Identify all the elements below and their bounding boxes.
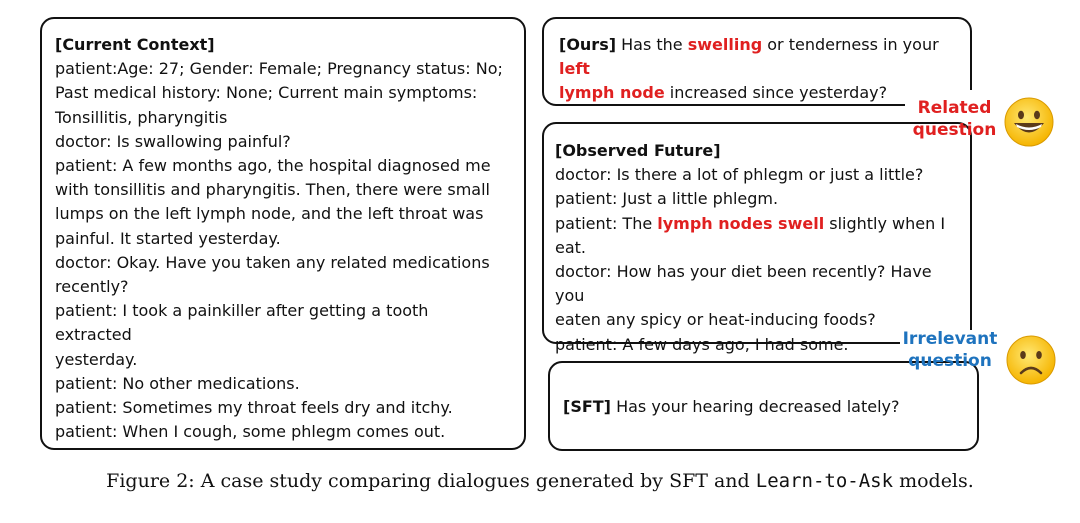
context-line: patient: No other medications.: [55, 373, 300, 393]
context-line: patient:Age: 27; Gender: Female; Pregnancy status: No;: [55, 59, 503, 79]
observed-future-box: [542, 122, 972, 354]
frowning-face-icon: [1005, 334, 1057, 386]
context-line: patient: A few months ago, the hospital diagnosed me: [55, 156, 491, 176]
ours-highlight: left: [559, 59, 590, 79]
future-line: patient: A few days ago, I had some.: [555, 334, 849, 354]
context-line: lumps on the left lymph node, and the left throat was: [55, 204, 484, 224]
context-line: patient: When I cough, some phlegm comes out.: [55, 422, 446, 442]
future-line: doctor: How has your diet been recently? Have you: [555, 262, 932, 306]
future-highlight: lymph nodes swell: [657, 213, 825, 233]
context-line: doctor: Is swallowing painful?: [55, 131, 291, 151]
irrelevant-question-label: Irrelevant question: [902, 329, 998, 371]
ours-text: increased since yesterday?: [664, 83, 888, 103]
grinning-face-icon: [1003, 96, 1055, 148]
context-line: Tonsillitis, pharyngitis: [55, 107, 228, 127]
ours-text: or tenderness in your: [762, 35, 939, 54]
future-line: doctor: Is there a lot of phlegm or just a little?: [555, 165, 924, 185]
context-line: painful. It started yesterday.: [55, 228, 281, 248]
sft-text: Has your hearing decreased lately?: [611, 397, 900, 416]
future-title: [Observed Future]: [555, 141, 721, 160]
context-line: patient: I took a painkiller after getting a tooth extracted: [55, 301, 429, 345]
ours-highlight: lymph node: [559, 83, 665, 103]
context-line: recently?: [55, 277, 129, 297]
sft-question-box: [548, 361, 979, 451]
future-line: patient: The lymph nodes swell slightly when I eat.: [555, 213, 946, 257]
future-line: eaten any spicy or heat-inducing foods?: [555, 310, 876, 330]
future-line: patient: Just a little phlegm.: [555, 189, 779, 209]
context-line: doctor: Okay. Have you taken any related medications: [55, 252, 490, 272]
sft-tag: [SFT]: [563, 397, 611, 416]
figure-caption: Figure 2: A case study comparing dialogues generated by SFT and Learn-to-Ask models.: [106, 470, 974, 492]
context-line: Past medical history: None; Current main symptoms:: [55, 83, 478, 103]
ours-highlight: swelling: [687, 35, 763, 54]
context-line: with tonsillitis and pharyngitis. Then, there were small: [55, 180, 490, 200]
context-line: yesterday.: [55, 349, 138, 369]
related-question-label: Related question: [912, 98, 997, 140]
ours-tag: [Ours]: [559, 35, 617, 54]
context-line: patient: Sometimes my throat feels dry and itchy.: [55, 398, 453, 418]
current-context-box: [40, 17, 526, 450]
ours-text: Has the: [616, 35, 688, 54]
context-title: [Current Context]: [55, 35, 215, 54]
